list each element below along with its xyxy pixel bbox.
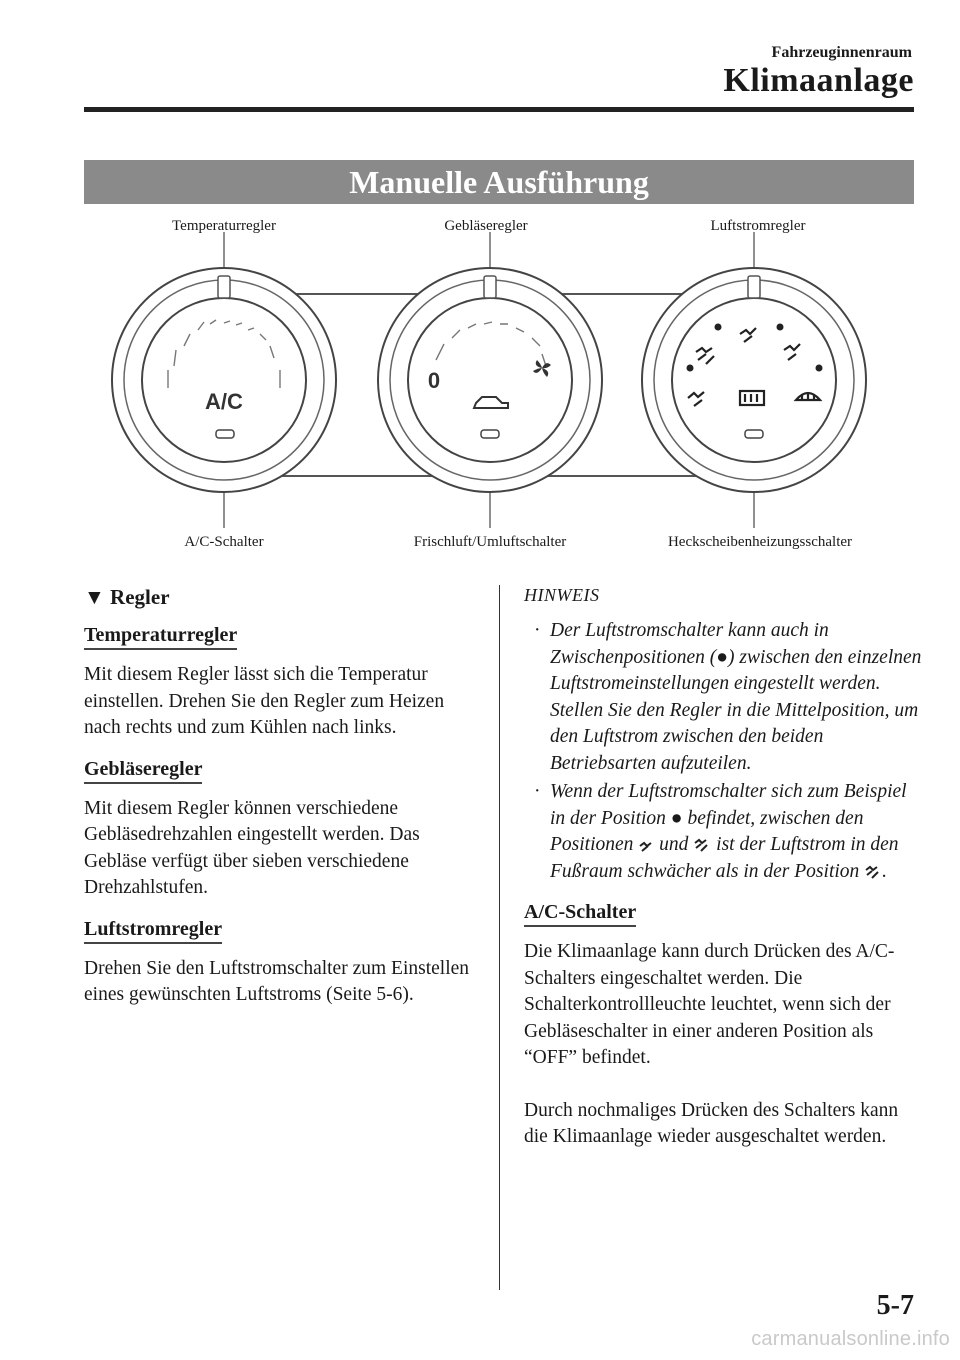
column-divider — [499, 585, 500, 1290]
note-bullet-2-text-b: befindet, zwischen den Positionen — [550, 807, 864, 855]
header-rule — [84, 107, 914, 112]
note-bullet-2: · Wenn der Luftstromschalter sich zum Beispiel in der Position ● befindet, zwischen den Positionen und ist der Luftstrom in den Fußraum schwächer als in der Position . — [534, 781, 907, 882]
section-heading — [84, 585, 484, 610]
geblaeseregler-heading: Gebläseregler — [84, 758, 202, 784]
header-section: Fahrzeuginnenraum — [771, 44, 912, 61]
watermark: carmanualsonline.info — [751, 1328, 950, 1350]
label-luftstromregler: Luftstromregler — [710, 218, 806, 234]
climate-panel-illustration — [84, 210, 914, 560]
ac-label: A/C — [205, 389, 243, 414]
left-column — [84, 585, 484, 1025]
fan-zero-label: 0 — [427, 368, 441, 393]
right-column — [524, 585, 924, 1167]
ac-schalter-heading: A/C-Schalter — [524, 901, 636, 927]
floor-defrost-airflow-icon-2 — [864, 864, 882, 880]
note-bullet-2-text-e: . — [882, 860, 888, 882]
luftstromregler-heading: Luftstromregler — [84, 918, 222, 944]
airflow-knob — [642, 268, 866, 492]
label-ac-schalter: A/C-Schalter — [184, 534, 264, 550]
note-bullet-2-text-d: ist der Luftstrom in den Fußraum schwächer als in der Position — [550, 834, 899, 882]
note-title: HINWEIS — [524, 585, 600, 605]
ac-schalter-text-1: Die Klimaanlage kann durch Drücken des A/C-Schalters eingeschaltet werden. Die Schalterkontrollleuchte leuchtet, wenn sich der Gebläseschalter in einer anderen Position als “OFF” befindet. — [524, 941, 895, 1068]
label-geblaeseregler: Gebläseregler — [444, 218, 528, 234]
ac-schalter-text-2: Durch nochmaliges Drücken des Schalters kann die Klimaanlage wieder ausgeschaltet werden. — [524, 1099, 899, 1147]
label-heckscheibenheizungsschalter: Heckscheibenheizungsschalter — [667, 534, 853, 550]
triangle-marker-icon: ▼ — [84, 585, 105, 609]
page-number: 5-7 — [876, 1290, 914, 1321]
fan-knob — [378, 268, 602, 492]
climate-control-figure — [84, 210, 914, 560]
filled-dot-icon: ● — [670, 807, 683, 829]
label-temperaturregler: Temperaturregler — [172, 218, 276, 234]
section-heading-text: Regler — [110, 585, 170, 609]
header-chapter: Klimaanlage — [723, 62, 914, 99]
note-bullet-1: · Der Luftstromschalter kann auch in Zwischenpositionen (●) zwischen den einzelnen Luftstromeinstellungen eingestellt werden. Stellen Sie den Regler in die Mittelposition, um den Luftstrom zwischen den beiden Betriebsarten aufzuteilen. — [534, 620, 922, 774]
note-bullet-2-text-c: und — [659, 834, 689, 855]
note-bullet-2-text-a: Wenn der Luftstromschalter sich zum Beispiel in der Position — [550, 781, 907, 829]
note-bullet-1-text: Der Luftstromschalter kann auch in Zwischenpositionen (●) zwischen den einzelnen Luftstromeinstellungen eingestellt werden. Stellen Sie den Regler in die Mittelposition, um den Luftstrom zwischen den beiden Betriebsarten aufzuteilen. — [550, 620, 922, 774]
temperaturregler-heading: Temperaturregler — [84, 624, 237, 650]
geblaeseregler-text: Mit diesem Regler können verschiedene Gebläsedrehzahlen eingestellt werden. Das Gebläse verfügt über sieben verschiedene Drehzahlstufen. — [84, 797, 420, 898]
floor-defrost-airflow-icon — [693, 837, 711, 853]
label-frischluft-umluftschalter: Frischluft/Umluftschalter — [413, 534, 567, 550]
temperaturregler-text: Mit diesem Regler lässt sich die Temperatur einstellen. Drehen Sie den Regler zum Heizen nach rechts und zum Kühlen nach links. — [84, 664, 445, 738]
luftstromregler-text: Drehen Sie den Luftstromschalter zum Einstellen eines gewünschten Luftstroms (Seite 5-6). — [84, 957, 470, 1005]
floor-airflow-icon — [638, 837, 654, 853]
temperature-knob — [112, 268, 336, 492]
section-banner: Manuelle Ausführung — [84, 160, 914, 204]
